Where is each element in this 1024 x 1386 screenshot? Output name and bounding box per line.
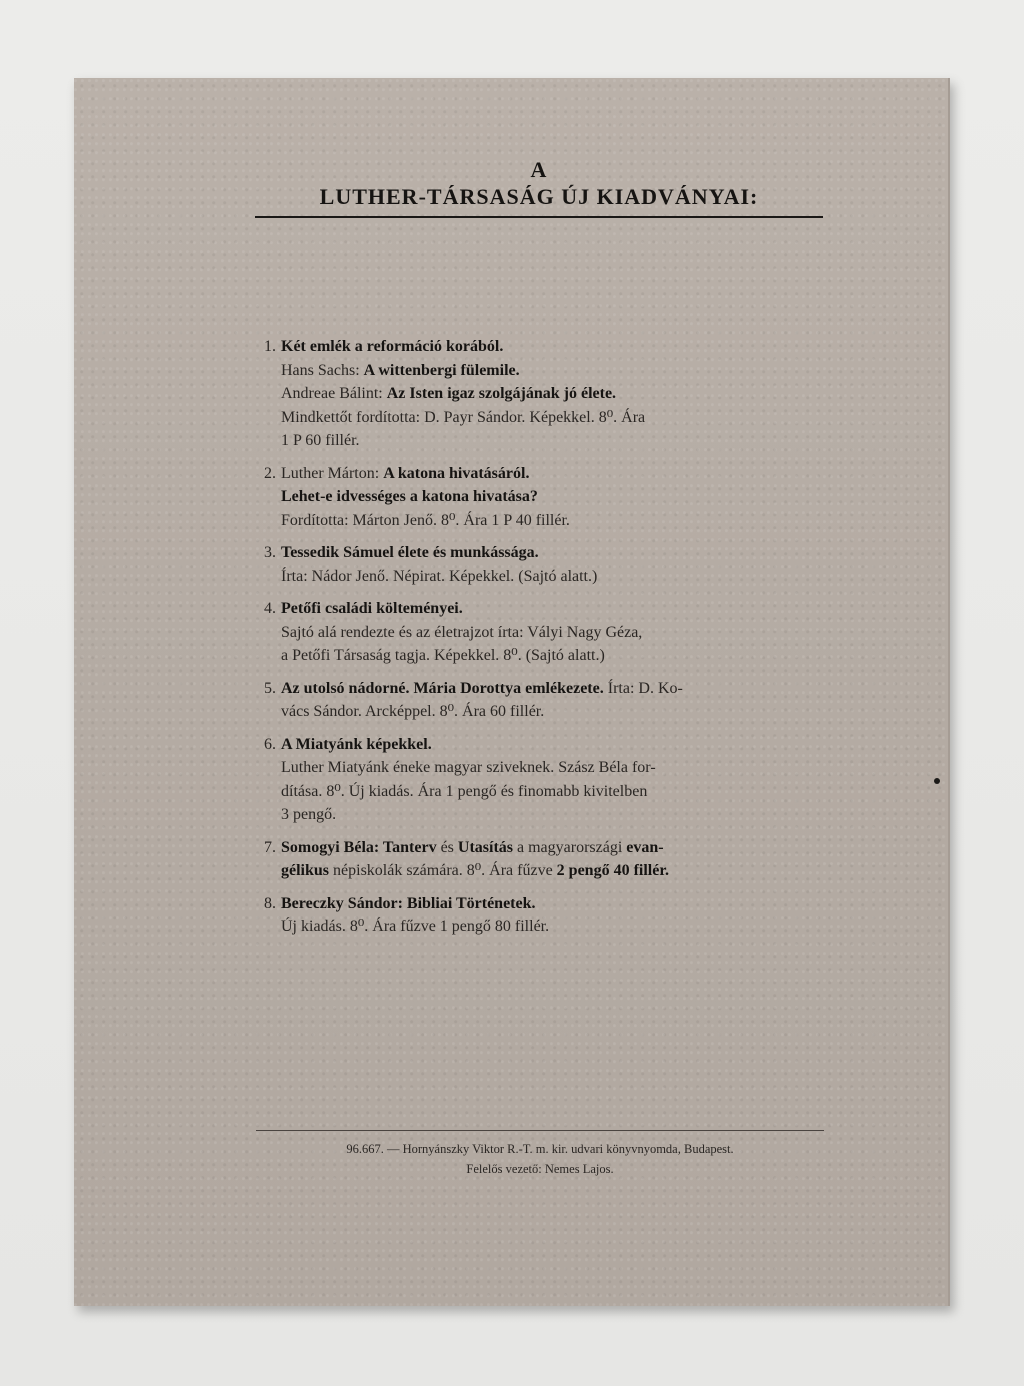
entry-text: Írta: Nádor Jenő. Népirat. Képekkel. (Sajtó alatt.) xyxy=(281,567,598,585)
entry-line xyxy=(281,733,826,757)
entry-bold-text: evan- xyxy=(626,838,664,856)
entry-line xyxy=(281,915,826,939)
entry-bold-text: Az Isten igaz szolgájának jó élete. xyxy=(386,385,617,402)
printer-imprint xyxy=(254,1130,826,1179)
publication-list xyxy=(254,335,826,948)
entry-bold-text: A Miatyánk képekkel. xyxy=(281,735,432,753)
entry-number: 3. xyxy=(264,544,276,561)
entry-bold-text: gélikus xyxy=(281,862,330,879)
entry-text: Andreae Bálint: xyxy=(281,385,387,402)
entry-number: 8. xyxy=(264,894,276,912)
entry-number: 6. xyxy=(264,735,276,753)
publication-entry xyxy=(254,462,826,533)
entry-line xyxy=(281,429,826,453)
ink-spot xyxy=(934,778,940,784)
header-title: LUTHER-TÁRSASÁG ÚJ KIADVÁNYAI: xyxy=(319,184,759,209)
publication-entry xyxy=(254,677,826,724)
entry-line xyxy=(281,597,826,621)
entry-number: 7. xyxy=(264,838,276,856)
entry-bold-text: 2 pengő 40 fillér. xyxy=(556,862,669,879)
entry-bold-text: Somogyi Béla: Tanterv xyxy=(281,838,437,856)
entry-text: Új kiadás. 8⁰. Ára fűzve 1 pengő 80 fillér. xyxy=(281,918,550,935)
entry-bold-text: Lehet-e idvességes a katona hivatása? xyxy=(281,488,538,505)
entry-line xyxy=(281,565,826,589)
entry-line xyxy=(281,359,826,383)
entry-bold-text: Bereczky Sándor: Bibliai Történetek. xyxy=(281,894,536,912)
entry-line xyxy=(281,382,826,406)
entry-text: Hans Sachs: xyxy=(281,361,364,379)
entry-line xyxy=(281,462,826,486)
entry-bold-text: Tessedik Sámuel élete és munkássága. xyxy=(281,544,539,561)
entry-text: és xyxy=(436,838,458,856)
entry-text: a magyarországi xyxy=(513,838,627,856)
entry-text: Mindkettőt fordította: D. Payr Sándor. Képekkel. 8⁰. Ára xyxy=(281,408,646,426)
entry-text: népiskolák számára. 8⁰. Ára fűzve xyxy=(329,862,557,879)
entry-line xyxy=(281,836,826,860)
entry-number: 1. xyxy=(264,338,276,355)
entry-text: Luther Miatyánk éneke magyar sziveknek. Szász Béla for- xyxy=(281,759,656,776)
entry-line xyxy=(281,644,826,668)
entry-bold-text: A katona hivatásáról. xyxy=(383,464,530,482)
entry-text: dítása. 8⁰. Új kiadás. Ára 1 pengő és finomabb kivitelben xyxy=(281,782,648,800)
entry-number: 5. xyxy=(264,679,276,697)
header-rule xyxy=(255,216,823,218)
publication-entry xyxy=(254,733,826,827)
entry-text: Sajtó alá rendezte és az életrajzot írta: Vályi Nagy Géza, xyxy=(281,623,643,641)
publication-entry xyxy=(254,836,826,883)
entry-text: Luther Márton: xyxy=(281,464,384,482)
entry-line xyxy=(281,756,826,780)
header-article: A xyxy=(530,157,548,182)
publication-entry xyxy=(254,892,826,939)
entry-line xyxy=(281,859,826,883)
entry-line xyxy=(281,677,826,701)
responsible-line: Felelős vezető: Nemes Lajos. xyxy=(466,1162,614,1176)
entry-line xyxy=(281,780,826,804)
imprint-line: 96.667. — Hornyánszky Viktor R.-T. m. kir. udvari könyvnyomda, Budapest. xyxy=(346,1142,734,1156)
entry-number: 2. xyxy=(264,464,276,482)
entry-text: 3 pengő. xyxy=(281,806,337,823)
entry-text: Fordította: Márton Jenő. 8⁰. Ára 1 P 40 fillér. xyxy=(281,511,570,529)
entry-line xyxy=(281,335,826,359)
publication-entry xyxy=(254,597,826,668)
entry-bold-text: Két emlék a reformáció korából. xyxy=(281,338,504,355)
entry-bold-text: Petőfi családi költeményei. xyxy=(281,600,463,617)
entry-line xyxy=(281,700,826,724)
entry-bold-text: Utasítás xyxy=(457,838,513,856)
entry-text: vács Sándor. Arcképpel. 8⁰. Ára 60 fillér. xyxy=(281,703,545,720)
entry-line xyxy=(281,485,826,509)
publication-entry xyxy=(254,335,826,453)
entry-line xyxy=(281,509,826,533)
entry-line xyxy=(281,541,826,565)
entry-text: Írta: D. Ko- xyxy=(603,679,683,697)
entry-line xyxy=(281,892,826,916)
entry-bold-text: A wittenbergi fülemile. xyxy=(363,361,520,379)
publication-entry xyxy=(254,541,826,588)
entry-number: 4. xyxy=(264,600,276,617)
entry-line xyxy=(281,406,826,430)
cover-header xyxy=(254,158,824,218)
entry-text: a Petőfi Társaság tagja. Képekkel. 8⁰. (Sajtó alatt.) xyxy=(281,647,605,664)
entry-line xyxy=(281,621,826,645)
book-back-cover xyxy=(74,78,950,1306)
footer-rule xyxy=(256,1130,824,1131)
entry-text: 1 P 60 fillér. xyxy=(281,432,360,449)
entry-line xyxy=(281,803,826,827)
entry-bold-text: Az utolsó nádorné. Mária Dorottya emlékezete. xyxy=(281,679,604,697)
